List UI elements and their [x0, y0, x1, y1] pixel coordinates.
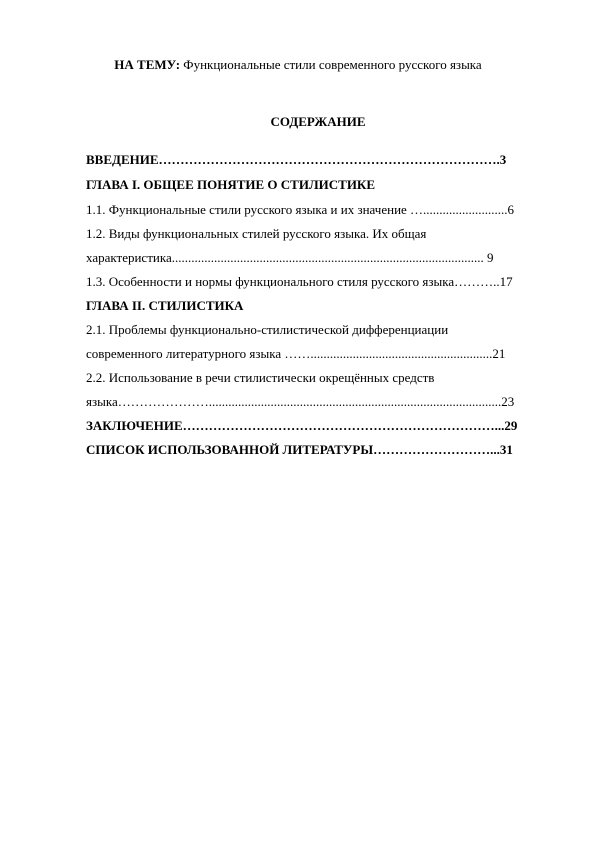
toc-entry-2-1-continued: современного литературного языка ……........................................................21: [86, 346, 506, 361]
toc-entry-introduction: ВВЕДЕНИЕ…………………………………………………………………….3: [86, 152, 507, 167]
toc-entry-conclusion: ЗАКЛЮЧЕНИЕ………………………………………………………………...29: [86, 418, 518, 433]
toc-entry-1-3: 1.3. Особенности и нормы функционального стиля русского языка………..17: [86, 274, 513, 289]
topic-text: Функциональные стили современного русского языка: [180, 57, 482, 72]
toc-entry-chapter-2: ГЛАВА II. СТИЛИСТИКА: [86, 298, 244, 313]
toc-entry-2-1: 2.1. Проблемы функционально-стилистической дифференциации: [86, 322, 449, 337]
toc-entry-1-2: 1.2. Виды функциональных стилей русского языка. Их общая: [86, 226, 427, 241]
toc-entry-1-2-continued: характеристика................................................................................................ 9: [86, 250, 494, 265]
toc-entry-2-2: 2.2. Использование в речи стилистически окрещённых средств: [86, 370, 435, 385]
toc-entry-2-2-continued: языка…………………..........................................................................................23: [86, 394, 515, 409]
toc-entry-bibliography: СПИСОК ИСПОЛЬЗОВАННОЙ ЛИТЕРАТУРЫ………………………...31: [86, 442, 513, 457]
toc-title: СОДЕРЖАНИЕ: [270, 114, 366, 129]
document-topic: [0, 57, 596, 73]
topic-lead: НА ТЕМУ:: [114, 57, 181, 72]
toc-entry-1-1: 1.1. Функциональные стили русского языка и их значение …..........................6: [86, 202, 515, 217]
toc-entry-chapter-1: ГЛАВА I. ОБЩЕЕ ПОНЯТИЕ О СТИЛИСТИКЕ: [86, 177, 376, 192]
